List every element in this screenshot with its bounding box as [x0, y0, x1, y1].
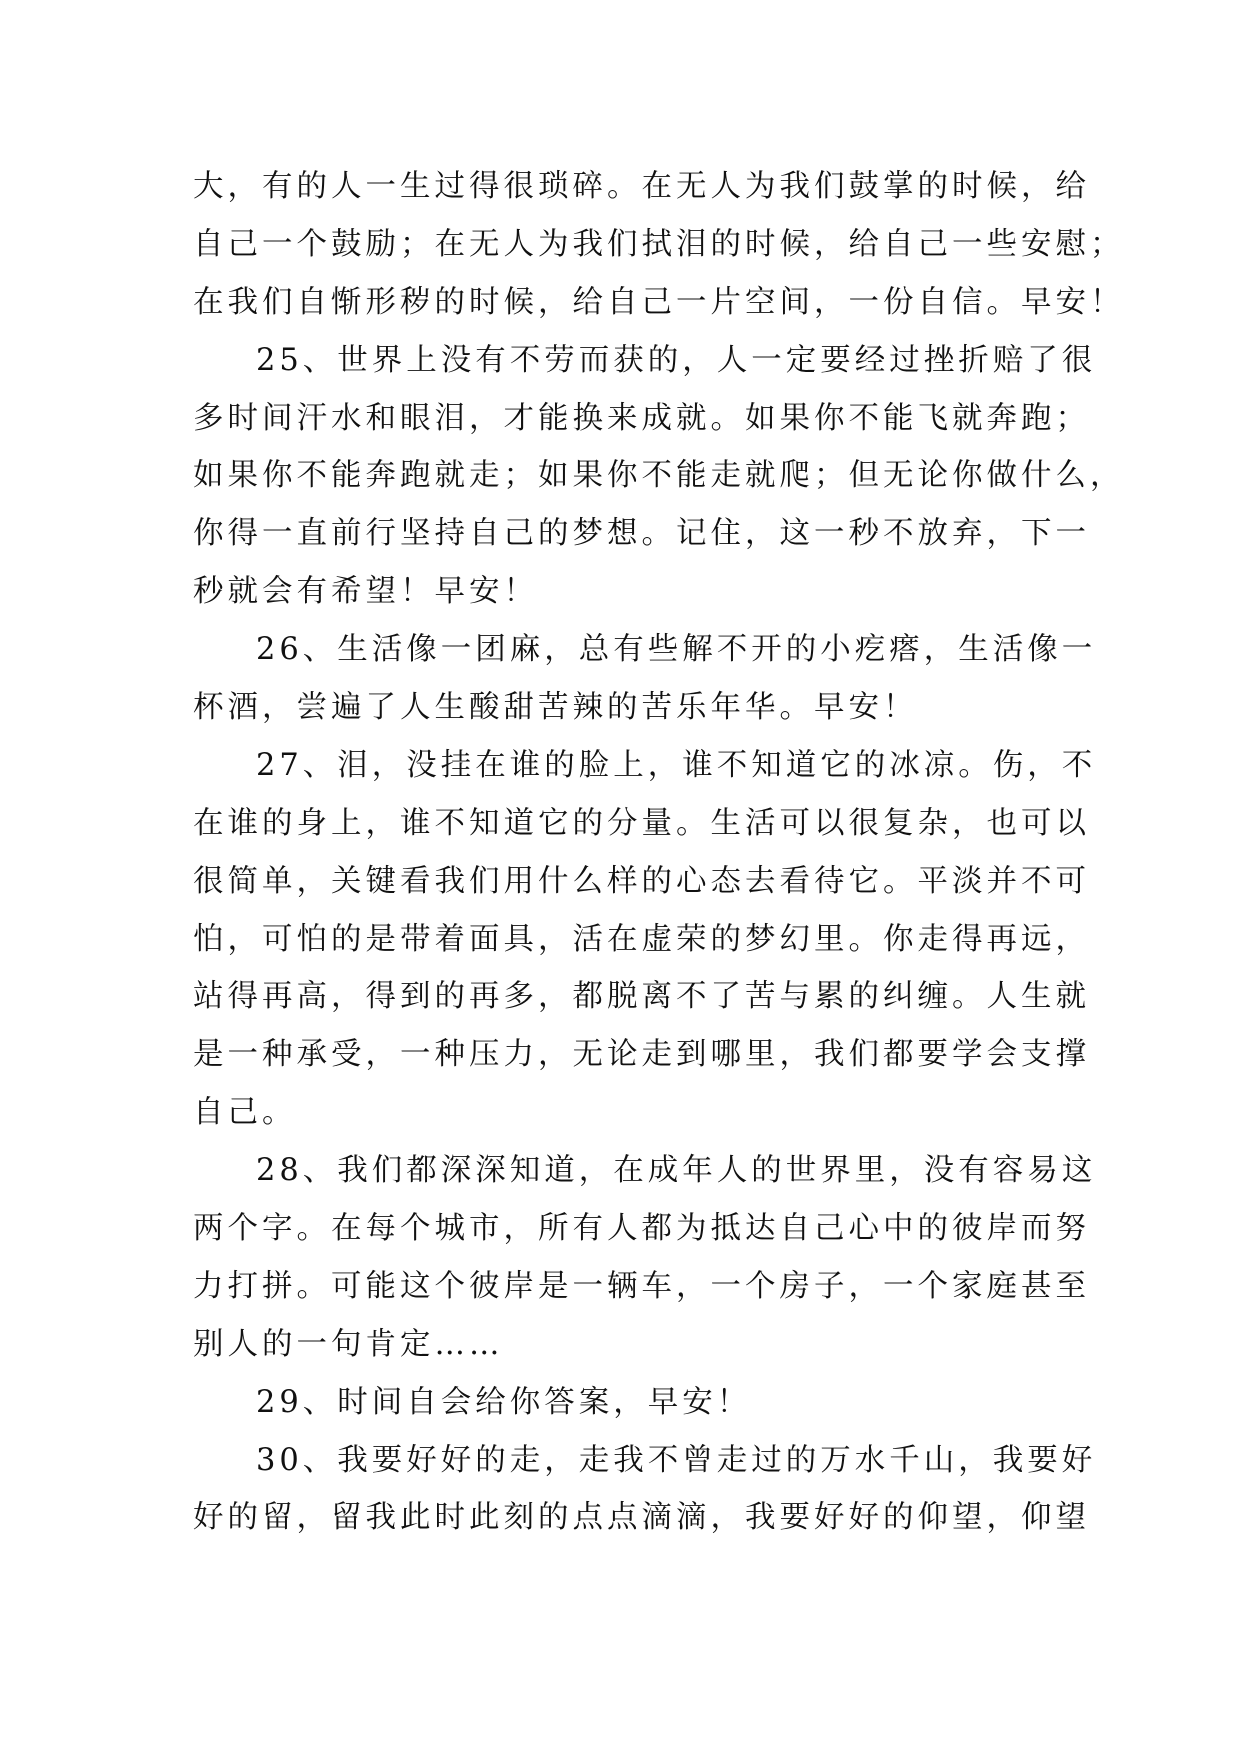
text-line: 好的留，留我此时此刻的点点滴滴，我要好好的仰望，仰望 [193, 1500, 1090, 1536]
paragraph-25-start: 25、世界上没有不劳而获的，人一定要经过挫折赔了很 [256, 342, 1097, 378]
text-line: 在我们自惭形秽的时候，给自己一片空间，一份自信。早安！ [193, 284, 1125, 320]
text-line: 大，有的人一生过得很琐碎。在无人为我们鼓掌的时候，给 [193, 169, 1090, 204]
document-body [193, 158, 1125, 1547]
text-line: 秒就会有希望！早安！ [193, 574, 538, 610]
text-line: 在谁的身上，谁不知道它的分量。生活可以很复杂，也可以 [193, 805, 1090, 841]
paragraph-29: 29、时间自会给你答案，早安！ [256, 1384, 752, 1420]
paragraph-26-start: 26、生活像一团麻，总有些解不开的小疙瘩，生活像一 [256, 632, 1097, 668]
text-line: 多时间汗水和眼泪，才能换来成就。如果你不能飞就奔跑； [193, 400, 1090, 436]
text-line: 别人的一句肯定…… [193, 1326, 504, 1362]
text-line: 自己。 [193, 1095, 297, 1131]
text-line: 自己一个鼓励；在无人为我们拭泪的时候，给自己一些安慰； [193, 226, 1125, 262]
text-line: 你得一直前行坚持自己的梦想。记住，这一秒不放弃，下一 [193, 516, 1090, 552]
text-line: 两个字。在每个城市，所有人都为抵达自己心中的彼岸而努 [193, 1211, 1090, 1247]
text-line: 是一种承受，一种压力，无论走到哪里，我们都要学会支撑 [193, 1037, 1090, 1073]
text-line: 杯酒，尝遍了人生酸甜苦辣的苦乐年华。早安！ [193, 690, 918, 726]
text-line: 怕，可怕的是带着面具，活在虚荣的梦幻里。你走得再远， [193, 921, 1090, 957]
text-line: 力打拼。可能这个彼岸是一辆车，一个房子，一个家庭甚至 [193, 1268, 1090, 1304]
paragraph-27-start: 27、泪，没挂在谁的脸上，谁不知道它的冰凉。伤，不 [256, 747, 1097, 783]
text-line: 很简单，关键看我们用什么样的心态去看待它。平淡并不可 [193, 863, 1090, 899]
text-line: 如果你不能奔跑就走；如果你不能走就爬；但无论你做什么， [193, 458, 1125, 494]
paragraph-30-start: 30、我要好好的走，走我不曾走过的万水千山，我要好 [256, 1442, 1097, 1478]
text-line: 站得再高，得到的再多，都脱离不了苦与累的纠缠。人生就 [193, 979, 1090, 1015]
paragraph-28-start: 28、我们都深深知道，在成年人的世界里，没有容易这 [256, 1153, 1097, 1189]
